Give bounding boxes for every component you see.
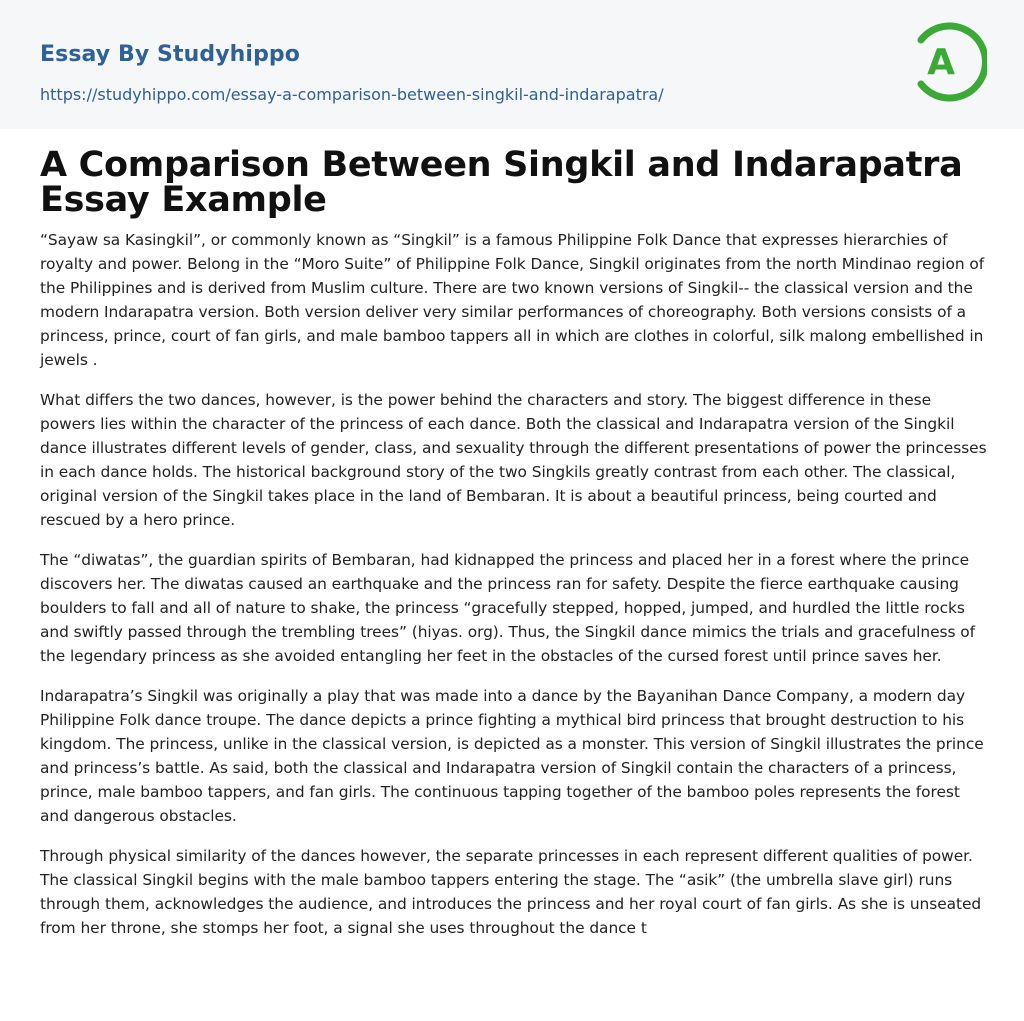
essay-paragraph: Through physical similarity of the dances however, the separate princesses in each represent different qualities of power. The classical Singkil begins with the male bamboo tappers entering the stage. The “asik” (the umbrella slave girl) runs through them, acknowledges the audience, and introduces the princess and her royal court of fan girls. As she is unseated from her throne, she stomps her foot, a signal she uses throughout the dance t <box>40 847 982 937</box>
essay-paragraph: Indarapatra’s Singkil was originally a play that was made into a dance by the Bayanihan Dance Company, a modern day Philippine Folk dance troupe. The dance depicts a prince fighting a mythical bird princess that brought destruction to his kingdom. The princess, unlike in the classical version, is depicted as a monster. This version of Singkil illustrates the prince and princess’s battle. As said, both the classical and Indarapatra version of Singkil contain the characters of a princess, prince, male bamboo tappers, and fan girls. The continuous tapping together of the bamboo poles represents the forest and dangerous obstacles. <box>40 687 984 825</box>
essay-title: A Comparison Between Singkil and Indarapatra Essay Example <box>40 145 963 220</box>
studyhippo-logo-icon[interactable] <box>911 18 987 106</box>
site-brand[interactable]: Essay By Studyhippo <box>40 42 300 67</box>
essay-paragraph: What differs the two dances, however, is the power behind the characters and story. The biggest difference in these powers lies within the character of the princess of each dance. Both the classical and Indarapatra version of the Singkil dance illustrates different levels of gender, class, and sexuality through the different presentations of power the princesses in each dance holds. The historical background story of the two Singkils greatly contrast from each other. The classical, original version of the Singkil takes place in the land of Bembaran. It is about a beautiful princess, being courted and rescued by a hero prince. <box>40 391 987 529</box>
site-header <box>0 0 1024 129</box>
essay-paragraph: The “diwatas”, the guardian spirits of Bembaran, had kidnapped the princess and placed her in a forest where the prince discovers her. The diwatas caused an earthquake and the princess ran for safety. Despite the fierce earthquake causing boulders to fall and all of nature to shake, the princess “gracefully stepped, hopped, jumped, and hurdled the little rocks and swiftly passed through the trembling trees” (hiyas. org). Thus, the Singkil dance mimics the trials and gracefulness of the legendary princess as she avoided entangling her feet in the obstacles of the cursed forest until prince saves her. <box>40 551 976 665</box>
essay-url-link[interactable]: https://studyhippo.com/essay-a-comparison-between-singkil-and-indarapatra/ <box>40 85 664 104</box>
essay-content <box>40 145 988 956</box>
logo-letter: A <box>927 42 955 83</box>
essay-paragraph: “Sayaw sa Kasingkil”, or commonly known as “Singkil” is a famous Philippine Folk Dance that expresses hierarchies of royalty and power. Belong in the “Moro Suite” of Philippine Folk Dance, Singkil originates from the north Mindinao region of the Philippines and is derived from Muslim culture. There are two known versions of Singkil-- the classical version and the modern Indarapatra version. Both version deliver very similar performances of choreography. Both versions consists of a princess, prince, court of fan girls, and male bamboo tappers all in which are clothes in colorful, silk malong embellished in jewels . <box>40 231 985 369</box>
